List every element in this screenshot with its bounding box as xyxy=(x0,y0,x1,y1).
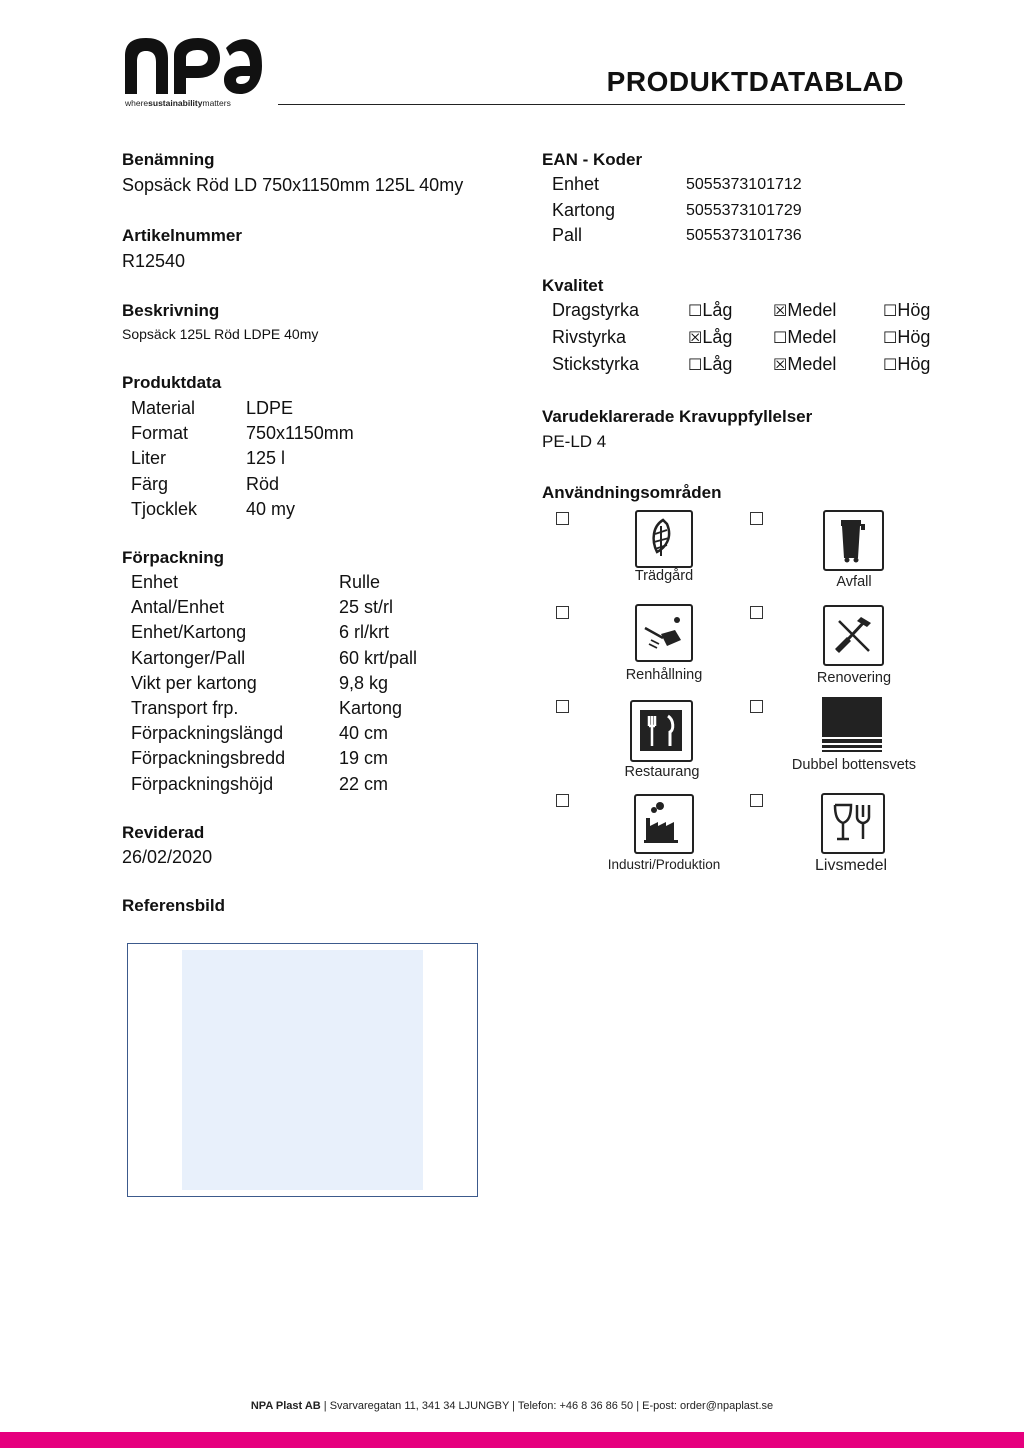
quality-level: Låg xyxy=(702,354,733,374)
ean-code: 5055373101736 xyxy=(686,227,802,244)
quality-key: Stickstyrka xyxy=(552,354,640,374)
forpackning-value: 22 cm xyxy=(339,773,389,794)
reference-image xyxy=(182,950,423,1190)
bin-icon xyxy=(823,510,884,571)
ean-code: 5055373101712 xyxy=(686,176,802,193)
ean-key: Pall xyxy=(552,225,583,245)
usage-label-renhallning: Renhållning xyxy=(625,667,703,683)
forpackning-row xyxy=(131,746,417,771)
produktdata-row xyxy=(131,472,354,497)
produktdata-key: Tjocklek xyxy=(131,498,198,519)
kravuppfyllelser-value: PE-LD 4 xyxy=(542,432,607,451)
produktdata-value: 125 l xyxy=(246,448,286,469)
quality-key: Dragstyrka xyxy=(552,300,640,320)
factory-icon xyxy=(634,794,694,854)
usage-label-restaurang: Restaurang xyxy=(624,764,700,780)
reviderad-value: 26/02/2020 xyxy=(122,847,213,867)
forpackning-row xyxy=(131,772,417,797)
beskrivning-label: Beskrivning xyxy=(122,301,220,320)
quality-checkbox: ☐ xyxy=(773,328,788,347)
produktdata-value: LDPE xyxy=(246,398,294,418)
usage-checkbox-restaurang[interactable] xyxy=(556,700,569,713)
forpackning-key: Enhet xyxy=(131,572,179,592)
artikelnummer-value: R12540 xyxy=(122,251,186,271)
forpackning-row xyxy=(131,595,417,620)
forpackning-key: Förpackningsbredd xyxy=(131,748,286,769)
forpackning-label: Förpackning xyxy=(122,548,225,567)
quality-row xyxy=(552,324,930,351)
forpackning-table xyxy=(131,570,417,797)
footer-accent-bar xyxy=(0,1432,1024,1448)
forpackning-row xyxy=(131,721,417,746)
quality-key: Rivstyrka xyxy=(552,327,627,347)
tools-icon xyxy=(823,605,884,666)
usage-checkbox-renovering[interactable] xyxy=(750,606,763,619)
seal-icon xyxy=(822,697,882,755)
produktdata-key: Format xyxy=(131,423,189,444)
produktdata-value: 750x1150mm xyxy=(246,423,354,444)
quality-level: Låg xyxy=(702,327,733,347)
npa-logo-mark xyxy=(122,36,264,96)
forpackning-value: 40 cm xyxy=(339,723,389,744)
produktdata-value: Röd xyxy=(246,473,280,494)
header-rule xyxy=(278,104,905,105)
usage-label-dubbel-bottensvets: Dubbel bottensvets xyxy=(791,757,917,773)
produktdata-value: 40 my xyxy=(246,498,296,519)
forpackning-value: Rulle xyxy=(339,572,381,592)
forpackning-row xyxy=(131,696,417,721)
forpackning-row xyxy=(131,646,417,671)
quality-level: Hög xyxy=(897,354,931,374)
usage-label-tradgard: Trädgård xyxy=(634,568,694,584)
usage-checkbox-industri[interactable] xyxy=(556,794,569,807)
forpackning-key: Vikt per kartong xyxy=(131,672,257,693)
anvandning-label: Användningsområden xyxy=(542,483,722,502)
npa-logo xyxy=(122,36,264,111)
ean-row xyxy=(552,198,802,224)
usage-checkbox-livsmedel[interactable] xyxy=(750,794,763,807)
ean-table xyxy=(552,172,802,249)
produktdata-key: Färg xyxy=(131,473,169,494)
quality-level: Hög xyxy=(897,327,931,347)
produktdata-table xyxy=(131,396,354,522)
benamning-label: Benämning xyxy=(122,150,215,169)
footer-company: NPA Plast AB xyxy=(250,1400,321,1412)
ean-label: EAN - Koder xyxy=(542,150,643,169)
produktdata-key: Material xyxy=(131,398,196,418)
quality-option xyxy=(688,300,773,321)
quality-option xyxy=(773,300,883,321)
forpackning-key: Förpackningslängd xyxy=(131,723,284,744)
produktdata-key: Liter xyxy=(131,448,167,469)
ean-key: Kartong xyxy=(552,199,616,220)
quality-row xyxy=(552,297,930,324)
ean-key: Enhet xyxy=(552,174,600,194)
page-title: PRODUKTDATABLAD xyxy=(606,66,904,97)
quality-checkbox: ☒ xyxy=(773,301,788,320)
quality-level: Hög xyxy=(897,300,931,320)
quality-option xyxy=(883,327,930,348)
artikelnummer-label: Artikelnummer xyxy=(122,226,242,245)
quality-checkbox: ☒ xyxy=(773,355,788,374)
quality-row xyxy=(552,351,930,378)
produktdata-row xyxy=(131,421,354,446)
quality-checkbox: ☐ xyxy=(688,355,703,374)
quality-level: Medel xyxy=(787,300,837,320)
quality-option xyxy=(688,327,773,348)
usage-checkbox-tradgard[interactable] xyxy=(556,512,569,525)
produktdata-label: Produktdata xyxy=(122,373,222,392)
produktdata-row xyxy=(131,446,354,471)
forpackning-key: Förpackningshöjd xyxy=(131,773,274,794)
quality-checkbox: ☐ xyxy=(688,301,703,320)
ean-code: 5055373101729 xyxy=(686,201,802,219)
forpackning-key: Kartonger/Pall xyxy=(131,647,246,668)
ean-row xyxy=(552,223,802,249)
logo-tagline: wheresustainabilitymatters xyxy=(125,98,231,108)
quality-option xyxy=(773,354,883,375)
forpackning-value: 19 cm xyxy=(339,748,389,769)
reviderad-label: Reviderad xyxy=(122,823,205,842)
quality-checkbox: ☐ xyxy=(883,355,898,374)
forpackning-value: 60 krt/pall xyxy=(339,647,418,668)
forpackning-value: 6 rl/krt xyxy=(339,622,390,643)
usage-checkbox-renhallning[interactable] xyxy=(556,606,569,619)
usage-label-livsmedel: Livsmedel xyxy=(814,857,888,874)
kravuppfyllelser-label: Varudeklarerade Kravuppfyllelser xyxy=(542,407,813,426)
quality-option xyxy=(883,300,930,321)
forpackning-row xyxy=(131,620,417,645)
usage-checkbox-avfall[interactable] xyxy=(750,512,763,525)
quality-level: Medel xyxy=(787,327,837,347)
forpackning-value: Kartong xyxy=(339,698,403,719)
forpackning-key: Enhet/Kartong xyxy=(131,622,247,643)
quality-option xyxy=(773,327,883,348)
leaf-icon xyxy=(635,510,693,568)
footer-details: | Svarvaregatan 11, 341 34 LJUNGBY | Telefon: +46 8 36 86 50 | E-post: order@npaplast.se xyxy=(320,1400,774,1412)
forpackning-row xyxy=(131,570,417,595)
quality-option xyxy=(883,354,930,375)
forpackning-row xyxy=(131,671,417,696)
usage-label-renovering: Renovering xyxy=(816,670,892,686)
benamning-value: Sopsäck Röd LD 750x1150mm 125L 40my xyxy=(122,175,464,195)
forpackning-key: Transport frp. xyxy=(131,698,239,719)
quality-level: Låg xyxy=(702,300,733,320)
kvalitet-label: Kvalitet xyxy=(542,276,604,295)
quality-checkbox: ☒ xyxy=(688,328,703,347)
quality-checkbox: ☐ xyxy=(883,328,898,347)
usage-label-industri: Industri/Produktion xyxy=(607,857,721,872)
produktdata-row xyxy=(131,497,354,522)
cutlery-icon xyxy=(630,700,693,762)
broom-icon xyxy=(635,604,693,662)
forpackning-value: 25 st/rl xyxy=(339,597,394,618)
beskrivning-value: Sopsäck 125L Röd LDPE 40my xyxy=(122,326,319,342)
usage-checkbox-dubbel-bottensvets[interactable] xyxy=(750,700,763,713)
kvalitet-table xyxy=(552,297,930,378)
forpackning-key: Antal/Enhet xyxy=(131,597,225,618)
quality-option xyxy=(688,354,773,375)
forpackning-value: 9,8 kg xyxy=(339,672,389,693)
usage-label-avfall: Avfall xyxy=(836,574,872,590)
produktdata-row xyxy=(131,396,354,421)
footer xyxy=(0,1400,1024,1412)
food-contact-icon xyxy=(821,793,885,854)
referensbild-label: Referensbild xyxy=(122,896,225,915)
ean-row xyxy=(552,172,802,198)
quality-checkbox: ☐ xyxy=(883,301,898,320)
quality-level: Medel xyxy=(787,354,837,374)
